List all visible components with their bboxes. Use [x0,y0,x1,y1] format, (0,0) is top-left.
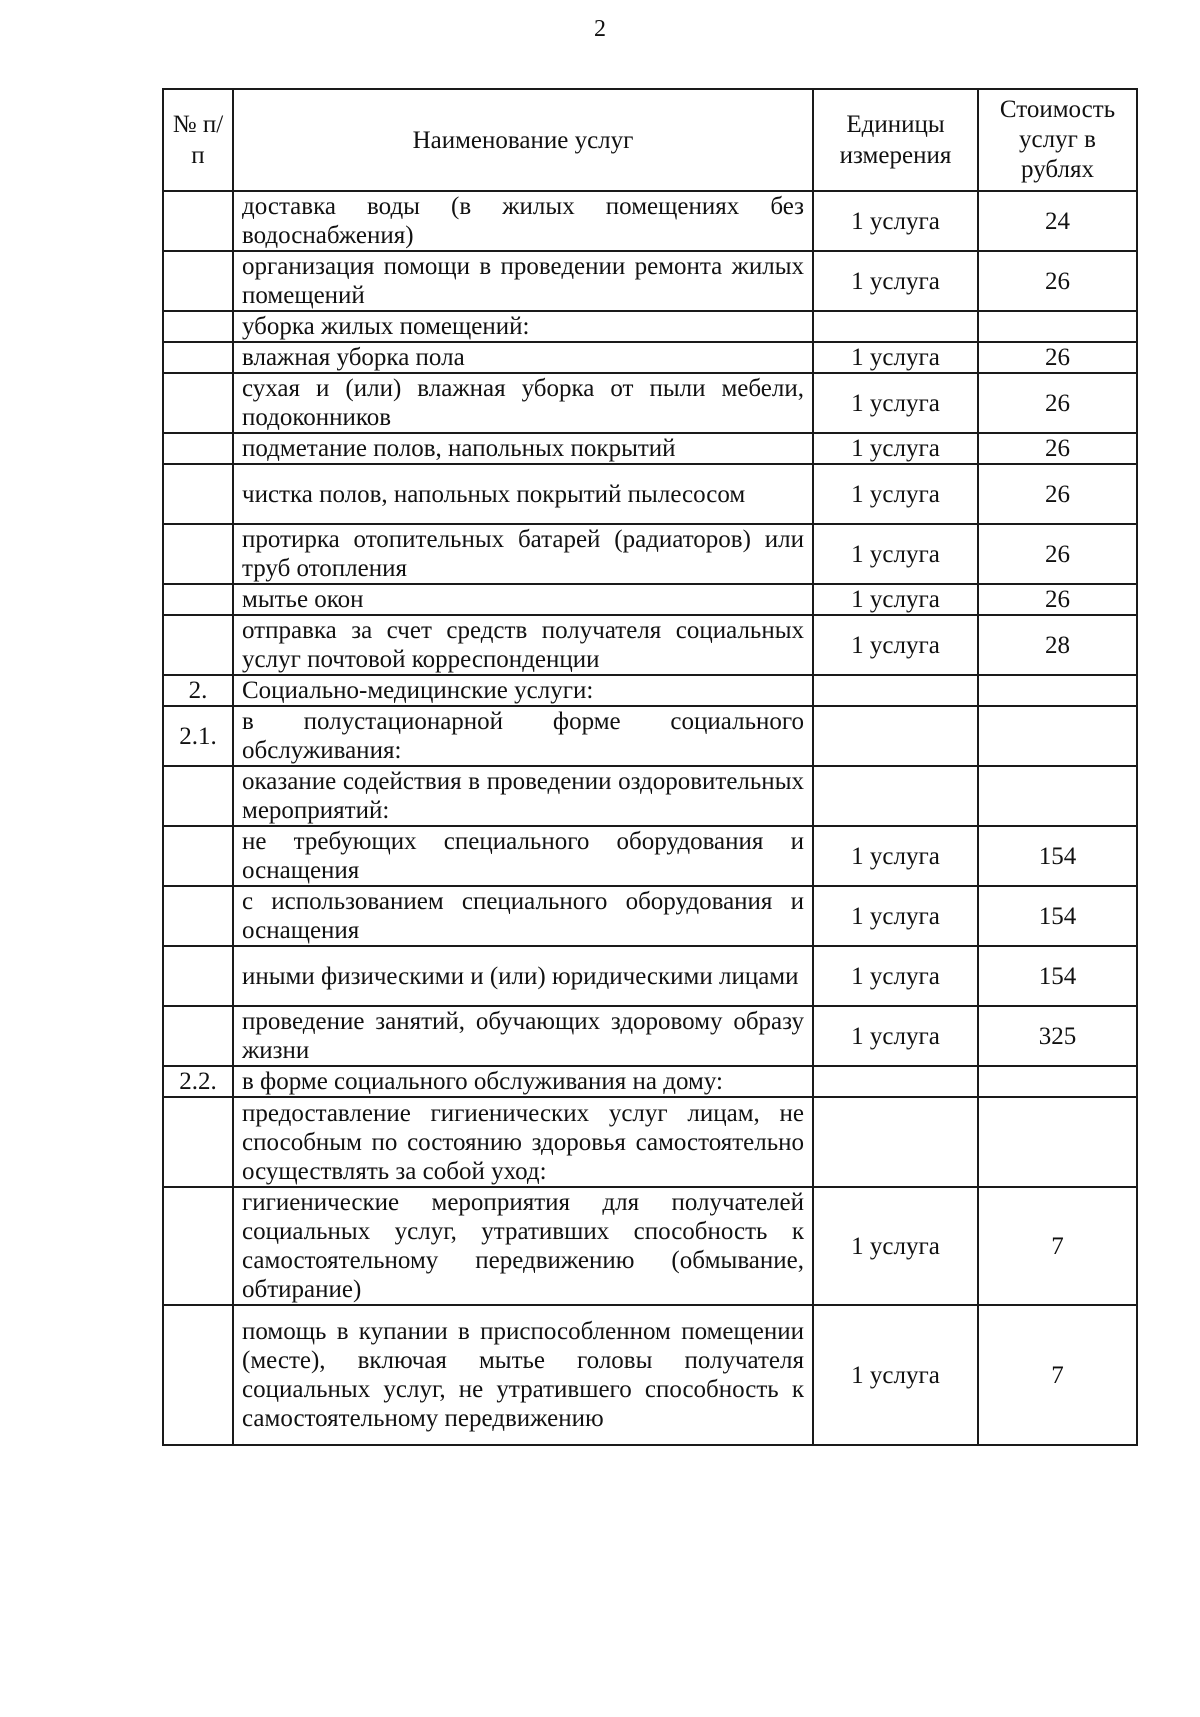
page-number: 2 [594,16,606,42]
row-number [163,1187,233,1305]
header-unit: Единицы измерения [813,89,978,191]
service-cost: 24 [978,191,1137,251]
table-row [163,886,1137,946]
service-name: влажная уборка пола [233,342,813,373]
table-row [163,311,1137,342]
row-number [163,615,233,675]
service-name: гигиенические мероприятия для получателей социальных услуг, утративших способность к самостоятельному передвижению (обмывание, обтирание) [233,1187,813,1305]
header-number: № п/п [163,89,233,191]
service-unit: 1 услуга [813,433,978,464]
header-cost: Стоимость услуг в рублях [978,89,1137,191]
service-unit: 1 услуга [813,946,978,1006]
service-unit: 1 услуга [813,886,978,946]
service-name: подметание полов, напольных покрытий [233,433,813,464]
service-name: уборка жилых помещений: [233,311,813,342]
table-row [163,1305,1137,1445]
service-unit: 1 услуга [813,191,978,251]
service-unit [813,1097,978,1187]
service-cost: 154 [978,946,1137,1006]
service-cost [978,675,1137,706]
table-header-row [163,89,1137,191]
service-cost: 26 [978,584,1137,615]
service-unit: 1 услуга [813,1006,978,1066]
service-unit [813,1066,978,1097]
service-cost [978,766,1137,826]
table-row [163,946,1137,1006]
table-row [163,826,1137,886]
service-cost: 26 [978,251,1137,311]
service-name: не требующих специального оборудования и оснащения [233,826,813,886]
table-row [163,433,1137,464]
service-unit: 1 услуга [813,584,978,615]
service-unit [813,706,978,766]
service-unit: 1 услуга [813,1187,978,1305]
service-unit: 1 услуга [813,342,978,373]
service-name: организация помощи в проведении ремонта жилых помещений [233,251,813,311]
service-unit: 1 услуга [813,826,978,886]
table-row [163,615,1137,675]
table-row [163,706,1137,766]
service-unit: 1 услуга [813,524,978,584]
service-cost [978,1097,1137,1187]
service-name: мытье окон [233,584,813,615]
row-number: 2.1. [163,706,233,766]
table-row [163,191,1137,251]
service-cost: 26 [978,433,1137,464]
service-cost [978,311,1137,342]
service-name: помощь в купании в приспособленном помещении (месте), включая мытье головы получателя социальных услуг, не утратившего способность к самостоятельному передвижению [233,1305,813,1445]
service-cost [978,706,1137,766]
row-number: 2.2. [163,1066,233,1097]
row-number [163,584,233,615]
service-cost: 7 [978,1305,1137,1445]
row-number [163,826,233,886]
table-row [163,373,1137,433]
row-number [163,1006,233,1066]
service-cost [978,1066,1137,1097]
service-cost: 26 [978,524,1137,584]
row-number [163,946,233,1006]
table-row [163,584,1137,615]
table-row [163,1187,1137,1305]
service-cost: 26 [978,373,1137,433]
service-unit [813,766,978,826]
service-name: в форме социального обслуживания на дому: [233,1066,813,1097]
service-name: протирка отопительных батарей (радиаторов) или труб отопления [233,524,813,584]
service-cost: 325 [978,1006,1137,1066]
service-name: в полустационарной форме социального обслуживания: [233,706,813,766]
row-number: 2. [163,675,233,706]
row-number [163,251,233,311]
row-number [163,524,233,584]
service-unit: 1 услуга [813,464,978,524]
service-name: сухая и (или) влажная уборка от пыли мебели, подоконников [233,373,813,433]
service-cost: 7 [978,1187,1137,1305]
service-name: предоставление гигиенических услуг лицам, не способным по состоянию здоровья самостоятельно осуществлять за собой уход: [233,1097,813,1187]
service-cost: 26 [978,342,1137,373]
service-name: отправка за счет средств получателя социальных услуг почтовой корреспонденции [233,615,813,675]
row-number [163,886,233,946]
row-number [163,433,233,464]
row-number [163,766,233,826]
service-name: Социально-медицинские услуги: [233,675,813,706]
row-number [163,1305,233,1445]
service-unit: 1 услуга [813,1305,978,1445]
row-number [163,464,233,524]
service-unit: 1 услуга [813,615,978,675]
table-row [163,766,1137,826]
table-row [163,464,1137,524]
service-name: чистка полов, напольных покрытий пылесосом [233,464,813,524]
service-name: оказание содействия в проведении оздоровительных мероприятий: [233,766,813,826]
service-name: иными физическими и (или) юридическими лицами [233,946,813,1006]
table-row [163,1097,1137,1187]
service-unit: 1 услуга [813,251,978,311]
service-cost: 26 [978,464,1137,524]
service-name: проведение занятий, обучающих здоровому образу жизни [233,1006,813,1066]
table-row [163,251,1137,311]
table-row [163,342,1137,373]
services-rates-table [162,88,1138,1446]
table-row [163,524,1137,584]
service-cost: 28 [978,615,1137,675]
table-body [163,191,1137,1445]
service-cost: 154 [978,826,1137,886]
service-cost: 154 [978,886,1137,946]
row-number [163,191,233,251]
row-number [163,373,233,433]
row-number [163,342,233,373]
row-number [163,311,233,342]
service-name: доставка воды (в жилых помещениях без водоснабжения) [233,191,813,251]
service-name: с использованием специального оборудования и оснащения [233,886,813,946]
table-row [163,675,1137,706]
table-row [163,1006,1137,1066]
header-service-name: Наименование услуг [233,89,813,191]
service-unit [813,675,978,706]
service-unit [813,311,978,342]
table-row [163,1066,1137,1097]
service-unit: 1 услуга [813,373,978,433]
row-number [163,1097,233,1187]
